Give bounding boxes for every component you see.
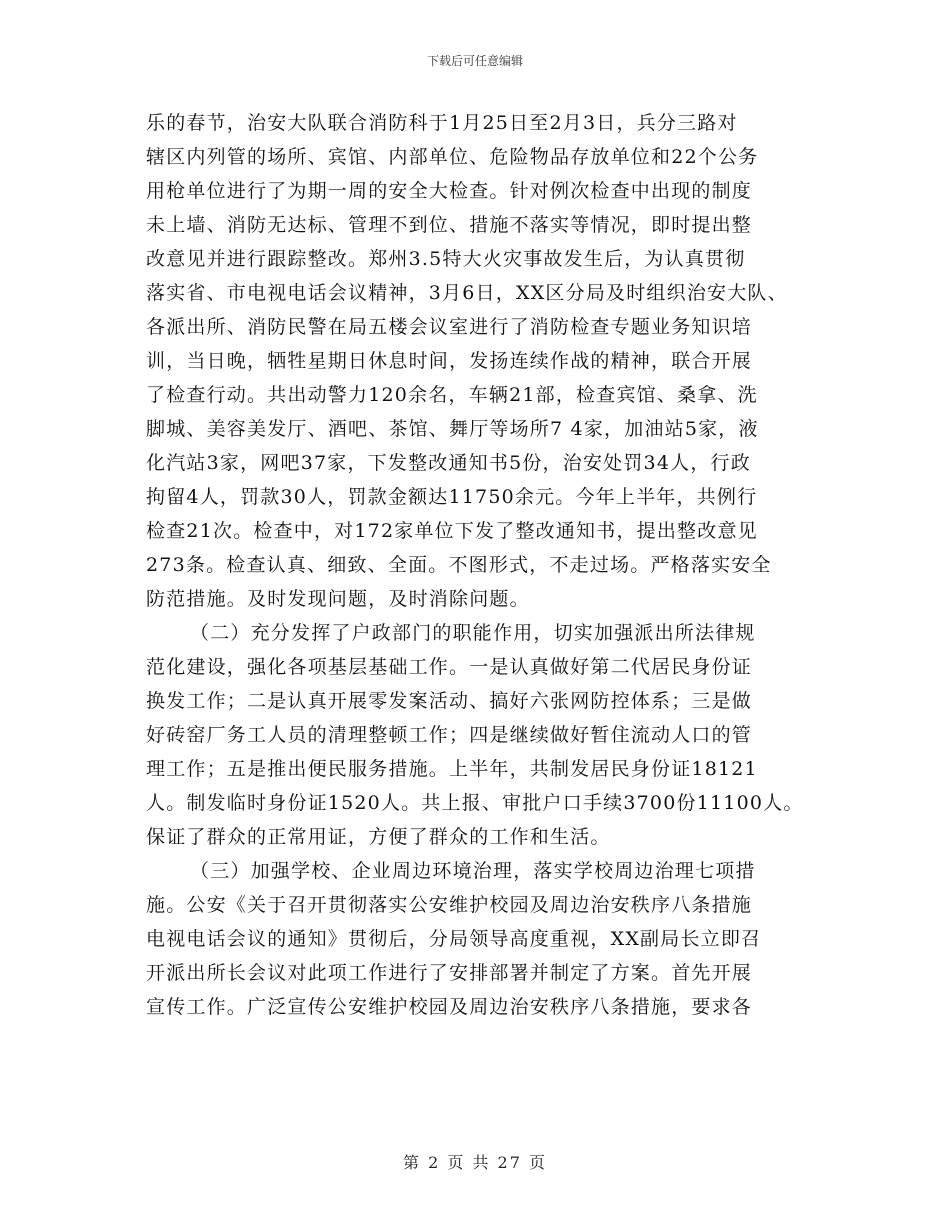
- text-line: 防范措施。及时发现问题，及时消除问题。: [146, 588, 530, 610]
- text-line: 拘留4人，罚款30人，罚款金额达11750余元。今年上半年，共例行: [146, 486, 758, 508]
- text-line: 换发工作；二是认真开展零发案活动、搞好六张网防控体系；三是做: [146, 690, 753, 712]
- text-line: 开派出所长会议对此项工作进行了安排部署并制定了方案。首先开展: [146, 962, 753, 984]
- text-line: 用枪单位进行了为期一周的安全大检查。针对例次检查中出现的制度: [146, 180, 753, 202]
- text-line: 273条。检查认真、细致、全面。不图形式，不走过场。严格落实安全: [146, 554, 772, 576]
- text-line: 人。制发临时身份证1520人。共上报、审批户口手续3700份11100人。: [146, 792, 804, 814]
- text-line: 范化建设，强化各项基层基础工作。一是认真做好第二代居民身份证: [146, 656, 753, 678]
- text-line: 乐的春节，治安大队联合消防科于1月25日至2月3日，兵分三路对: [146, 112, 738, 134]
- page-number-footer: 第 2 页 共 27 页: [403, 1153, 547, 1172]
- text-line: 施。公安《关于召开贯彻落实公安维护校园及周边治安秩序八条措施: [146, 894, 753, 916]
- text-line: 脚城、美容美发厅、酒吧、茶馆、舞厅等场所7 4家，加油站5家，液: [146, 418, 759, 440]
- text-line: 电视电话会议的通知》贯彻后，分局领导高度重视，XX副局长立即召: [146, 928, 762, 950]
- page-header: 下载后可任意编辑: [426, 54, 523, 68]
- text-line: 好砖窑厂务工人员的清理整顿工作；四是继续做好暂住流动人口的管: [146, 724, 753, 746]
- text-line: 改意见并进行跟踪整改。郑州3.5特大火灾事故发生后，为认真贯彻: [146, 248, 746, 270]
- paragraph-start-line: （二）充分发挥了户政部门的职能作用，切实加强派出所法律规: [190, 622, 756, 644]
- text-line: 宣传工作。广泛宣传公安维护校园及周边治安秩序八条措施，要求各: [146, 996, 753, 1018]
- text-line: 理工作；五是推出便民服务措施。上半年，共制发居民身份证18121: [146, 758, 758, 780]
- text-line: 保证了群众的正常用证，方便了群众的工作和生活。: [146, 826, 611, 848]
- text-line: 了检查行动。共出动警力120余名，车辆21部，检查宾馆、桑拿、洗: [146, 384, 758, 406]
- text-line: 检查21次。检查中，对172家单位下发了整改通知书，提出整改意见: [146, 520, 758, 542]
- text-line: 未上墙、消防无达标、管理不到位、措施不落实等情况，即时提出整: [146, 214, 753, 236]
- text-line: 训，当日晚，牺牲星期日休息时间，发扬连续作战的精神，联合开展: [146, 350, 753, 372]
- text-line: 各派出所、消防民警在局五楼会议室进行了消防检查专题业务知识培: [146, 316, 753, 338]
- paragraph-start-line: （三）加强学校、企业周边环境治理，落实学校周边治理七项措: [190, 860, 756, 882]
- document-body: [146, 106, 836, 1024]
- text-line: 化汽站3家，网吧37家，下发整改通知书5份，治安处罚34人，行政: [146, 452, 751, 474]
- text-line: 辖区内列管的场所、宾馆、内部单位、危险物品存放单位和22个公务: [146, 146, 759, 168]
- text-line: 落实省、市电视电话会议精神，3月6日，XX区分局及时组织治安大队、: [146, 282, 788, 304]
